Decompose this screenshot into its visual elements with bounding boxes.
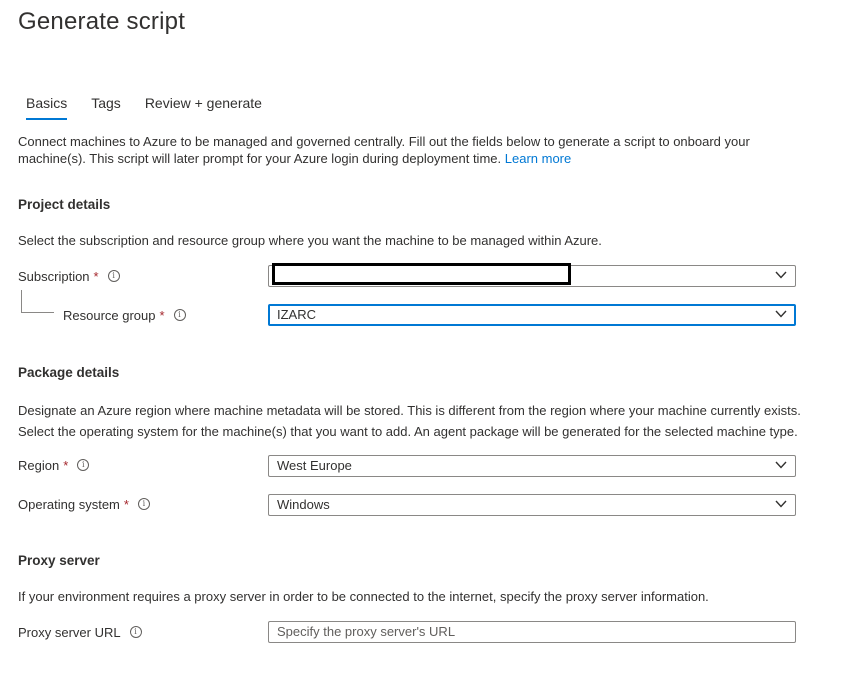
resource-group-label bbox=[63, 305, 186, 325]
info-icon[interactable]: i bbox=[174, 309, 186, 321]
required-marker: * bbox=[159, 307, 165, 323]
project-details-description: Select the subscription and resource group where you want the machine to be managed within Azure. bbox=[18, 233, 602, 248]
package-description-line-1: Designate an Azure region where machine metadata will be stored. This is different from the region where your machine currently exists. bbox=[18, 403, 801, 418]
subscription-label bbox=[18, 266, 120, 286]
redaction-box bbox=[272, 263, 571, 285]
package-description-line-2: Select the operating system for the machine(s) that you want to add. An agent package will be generated for the selected machine type. bbox=[18, 424, 798, 439]
resource-group-dropdown[interactable] bbox=[268, 304, 796, 326]
proxy-server-url-label-text: Proxy server URL bbox=[18, 624, 121, 640]
project-details-heading: Project details bbox=[18, 197, 111, 212]
package-details-heading: Package details bbox=[18, 365, 120, 380]
operating-system-label bbox=[18, 494, 150, 514]
resource-group-label-text: Resource group bbox=[63, 307, 156, 323]
required-marker: * bbox=[123, 496, 129, 512]
required-marker: * bbox=[93, 268, 99, 284]
learn-more-link[interactable]: Learn more bbox=[504, 151, 572, 166]
region-dropdown[interactable] bbox=[268, 455, 796, 477]
tree-connector-horizontal bbox=[21, 312, 54, 313]
proxy-server-heading: Proxy server bbox=[18, 553, 100, 568]
tab-tags[interactable]: Tags bbox=[91, 95, 121, 111]
info-icon[interactable]: i bbox=[108, 270, 120, 282]
page-title: Generate script bbox=[18, 8, 186, 35]
operating-system-label-text: Operating system bbox=[18, 496, 120, 512]
chevron-down-icon bbox=[775, 310, 787, 318]
proxy-server-url-placeholder: Specify the proxy server's URL bbox=[277, 624, 456, 639]
resource-group-value: IZARC bbox=[277, 307, 316, 322]
tree-connector-vertical bbox=[21, 290, 22, 312]
package-details-description bbox=[18, 400, 808, 442]
proxy-server-description: If your environment requires a proxy server in order to be connected to the internet, specify the proxy server information. bbox=[18, 589, 709, 604]
intro-text: Connect machines to Azure to be managed and governed centrally. Fill out the fields below to generate a script to onboard your machine(s). This script will later prompt for your Azure login during deployment time. bbox=[18, 134, 750, 166]
intro-description bbox=[18, 133, 808, 167]
chevron-down-icon bbox=[775, 500, 787, 508]
required-marker: * bbox=[63, 457, 69, 473]
tab-review-generate[interactable]: Review + generate bbox=[144, 95, 262, 111]
operating-system-dropdown[interactable] bbox=[268, 494, 796, 516]
proxy-server-url-label bbox=[18, 622, 142, 642]
operating-system-value: Windows bbox=[277, 497, 330, 512]
tab-basics[interactable]: Basics bbox=[18, 94, 75, 120]
region-label-text: Region bbox=[18, 457, 60, 473]
subscription-label-text: Subscription bbox=[18, 268, 90, 284]
region-label bbox=[18, 455, 89, 475]
chevron-down-icon bbox=[775, 461, 787, 469]
tab-bar bbox=[18, 94, 278, 120]
info-icon[interactable]: i bbox=[130, 626, 142, 638]
subscription-dropdown[interactable] bbox=[268, 265, 796, 287]
proxy-server-url-input[interactable] bbox=[268, 621, 796, 643]
info-icon[interactable]: i bbox=[138, 498, 150, 510]
info-icon[interactable]: i bbox=[77, 459, 89, 471]
region-value: West Europe bbox=[277, 458, 352, 473]
chevron-down-icon bbox=[775, 271, 787, 279]
